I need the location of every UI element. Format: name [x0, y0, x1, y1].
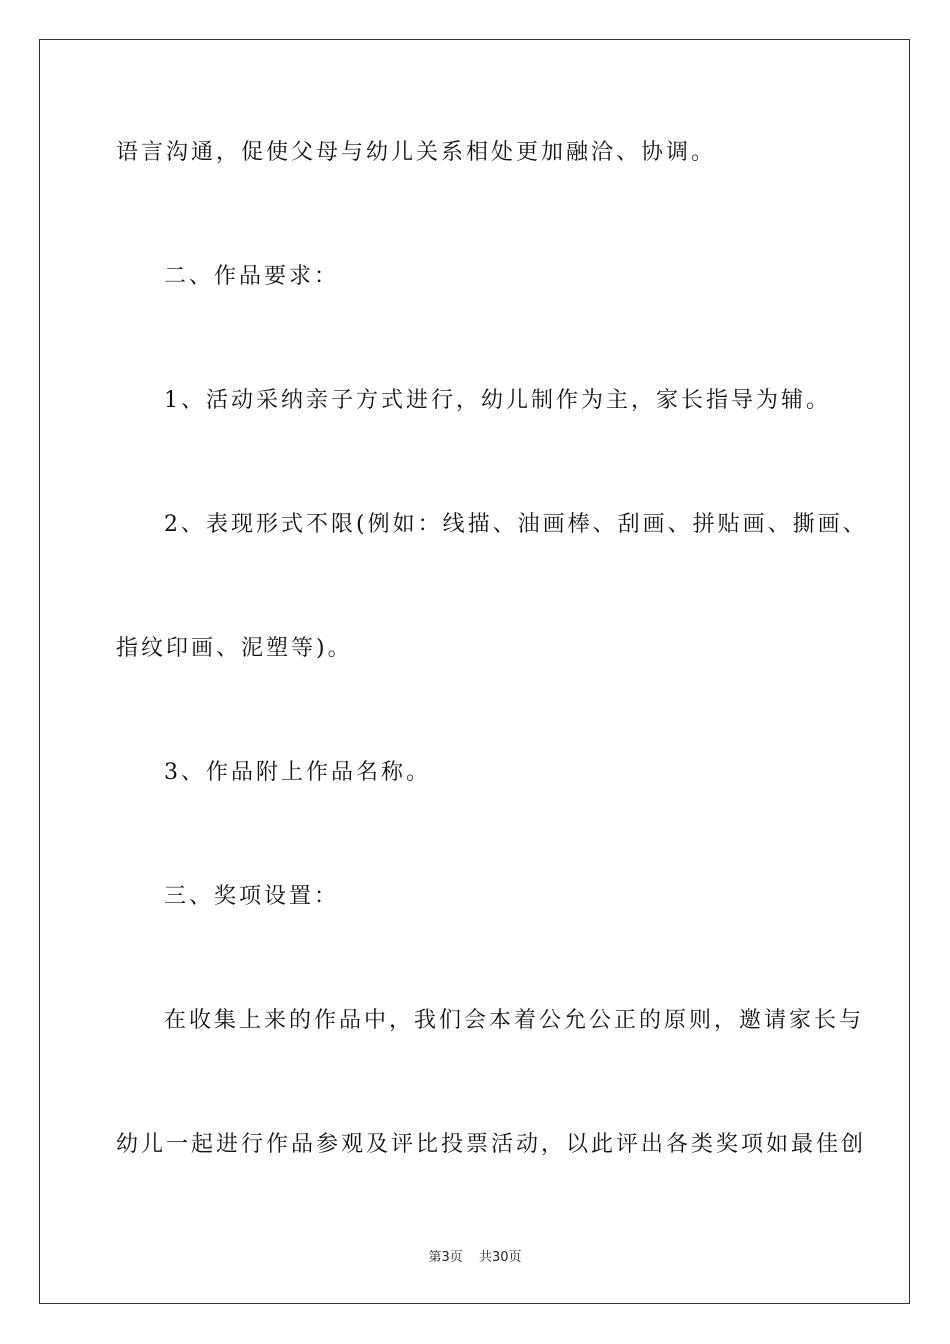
page-number: 第3页: [428, 1250, 463, 1265]
total-pages: 共30页: [478, 1250, 522, 1265]
section-heading: 二、作品要求：: [164, 264, 340, 289]
list-item: 3、作品附上作品名称。: [164, 760, 431, 785]
list-item: 1、活动采纳亲子方式进行，幼儿制作为主，家长指导为辅。: [164, 388, 831, 413]
paragraph-line: 语言沟通，促使父母与幼儿关系相处更加融洽、协调。: [116, 140, 717, 165]
paragraph-line: 在收集上来的作品中，我们会本着公允公正的原则，邀请家长与: [164, 1008, 865, 1033]
paragraph-line: 幼儿一起进行作品参观及评比投票活动，以此评出各类奖项如最佳创: [116, 1132, 867, 1157]
page-footer: [0, 1246, 950, 1265]
section-heading: 三、奖项设置：: [164, 884, 340, 909]
list-item: 2、表现形式不限(例如：线描、油画棒、刮画、拼贴画、撕画、: [164, 512, 868, 537]
paragraph-line: 指纹印画、泥塑等)。: [116, 636, 353, 661]
page-border: [39, 39, 910, 1304]
